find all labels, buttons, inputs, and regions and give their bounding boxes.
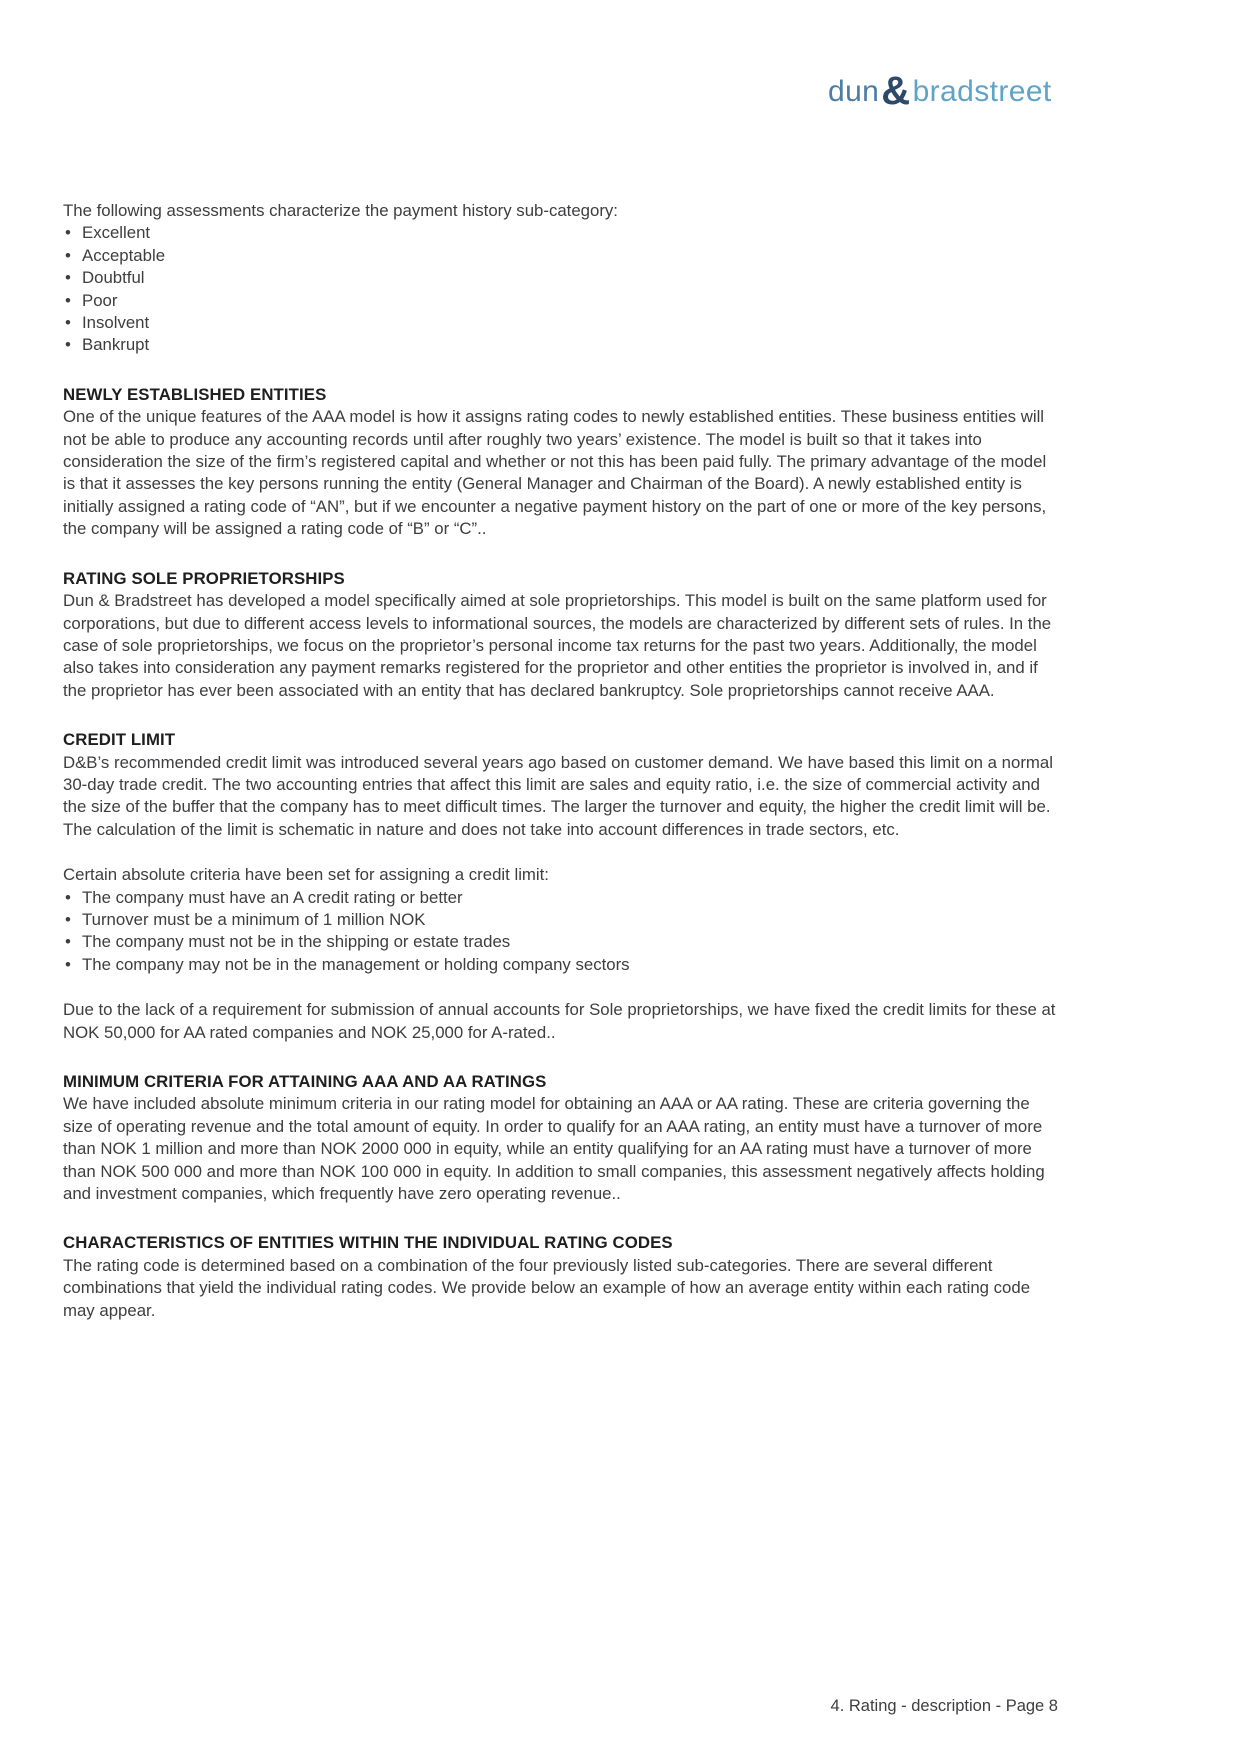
section-body-credit-limit: D&B’s recommended credit limit was introduced several years ago based on customer demand. We have based this limit on a normal 30-day trade credit. The two accounting entries that affect this limit are sales and equity ratio, i.e. the size of commercial activity and the size of the buffer that the company has to meet difficult times. The larger the turnover and equity, the higher the credit limit will be. The calculation of the limit is schematic in nature and does not take into account differences in trade sectors, etc. xyxy=(63,752,1053,839)
list-item xyxy=(63,954,1058,976)
list-item-label: The company must not be in the shipping or estate trades xyxy=(82,932,511,952)
list-item-label: The company must have an A credit rating or better xyxy=(82,887,463,907)
list-item-label: Bankrupt xyxy=(82,335,150,355)
list-item xyxy=(63,909,1058,931)
list-item-label: Insolvent xyxy=(82,313,150,333)
page-footer: 4. Rating - description - Page 8 xyxy=(830,1697,1058,1715)
list-item xyxy=(63,222,1058,244)
list-item-label: Acceptable xyxy=(82,245,166,265)
section-body-minimum-criteria: We have included absolute minimum criteria in our rating model for obtaining an AAA or AA rating. These are criteria governing the size of operating revenue and the total amount of equity. In order to qualify for an AAA rating, an entity must have a turnover of more than NOK 1 million and more than NOK 2000 000 in equity, while an entity qualifying for an AA rating must have a turnover of more than NOK 500 000 and more than NOK 100 000 in equity. In addition to small companies, this assessment negatively affects holding and investment companies, which frequently have zero operating revenue.. xyxy=(63,1094,1045,1204)
list-item-label: Turnover must be a minimum of 1 million NOK xyxy=(82,909,426,929)
intro-lead: The following assessments characterize the payment history sub-category: xyxy=(63,201,618,220)
credit-limit-conclusion: Due to the lack of a requirement for submission of annual accounts for Sole proprietorships, we have fixed the credit limits for these at NOK 50,000 for AA rated companies and NOK 25,000 for A-rated.. xyxy=(63,1000,1056,1042)
logo-word-dun: dun xyxy=(828,75,880,108)
list-item xyxy=(63,887,1058,909)
section-heading-minimum-criteria: MINIMUM CRITERIA FOR ATTAINING AAA AND AA RATINGS xyxy=(63,1072,547,1091)
section-heading-credit-limit: CREDIT LIMIT xyxy=(63,730,176,750)
list-item xyxy=(63,931,1058,953)
list-item-label: Doubtful xyxy=(82,268,145,288)
logo-word-bradstreet: bradstreet xyxy=(912,75,1052,108)
list-item-label: The company may not be in the management or holding company sectors xyxy=(82,954,630,974)
section-heading-rating-sole-proprietorships: RATING SOLE PROPRIETORSHIPS xyxy=(63,568,345,588)
page-content xyxy=(63,200,1058,1322)
list-item xyxy=(63,290,1058,312)
section-body-newly-established: One of the unique features of the AAA model is how it assigns rating codes to newly established entities. These business entities will not be able to produce any accounting records until after roughly two years’ existence. The model is built so that it takes into consideration the size of the firm’s registered capital and whether or not this has been paid fully. The primary advantage of the model is that it assesses the key persons running the entity (General Manager and Chairman of the Board). A newly established entity is initially assigned a rating code of “AN”, but if we encounter a negative payment history on the part of one or more of the key persons, the company will be assigned a rating code of “B” or “C”.. xyxy=(63,407,1047,539)
dun-bradstreet-logo xyxy=(828,68,1052,113)
list-item-label: Excellent xyxy=(82,223,151,243)
section-body-rating-sole-proprietorships: Dun & Bradstreet has developed a model specifically aimed at sole proprietorships. This model is built on the same platform used for corporations, but due to different access levels to informational sources, the models are characterized by different sets of rules. In the case of sole proprietorships, we focus on the proprietor’s personal income tax returns for the past two years. Additionally, the model also takes into consideration any payment remarks registered for the proprietor and other entities the proprietor is involved in, and if the proprietor has ever been associated with an entity that has declared bankruptcy. Sole proprietorships cannot receive AAA. xyxy=(63,591,1052,700)
section-heading-newly-established: NEWLY ESTABLISHED ENTITIES xyxy=(63,384,327,404)
credit-limit-criteria-list xyxy=(63,887,1058,977)
list-item xyxy=(63,267,1058,289)
credit-limit-criteria-lead: Certain absolute criteria have been set for assigning a credit limit: xyxy=(63,865,549,885)
list-item xyxy=(63,312,1058,334)
logo-ampersand-icon: & xyxy=(881,69,911,113)
list-item-label: Poor xyxy=(82,290,118,310)
list-item xyxy=(63,334,1058,356)
section-body-characteristics: The rating code is determined based on a combination of the four previously listed sub-categories. There are several different combinations that yield the individual rating codes. We provide below an example of how an average entity within each rating code may appear. xyxy=(63,1255,1031,1320)
section-heading-characteristics: CHARACTERISTICS OF ENTITIES WITHIN THE INDIVIDUAL RATING CODES xyxy=(63,1233,673,1253)
list-item xyxy=(63,245,1058,267)
payment-history-list xyxy=(63,222,1058,356)
